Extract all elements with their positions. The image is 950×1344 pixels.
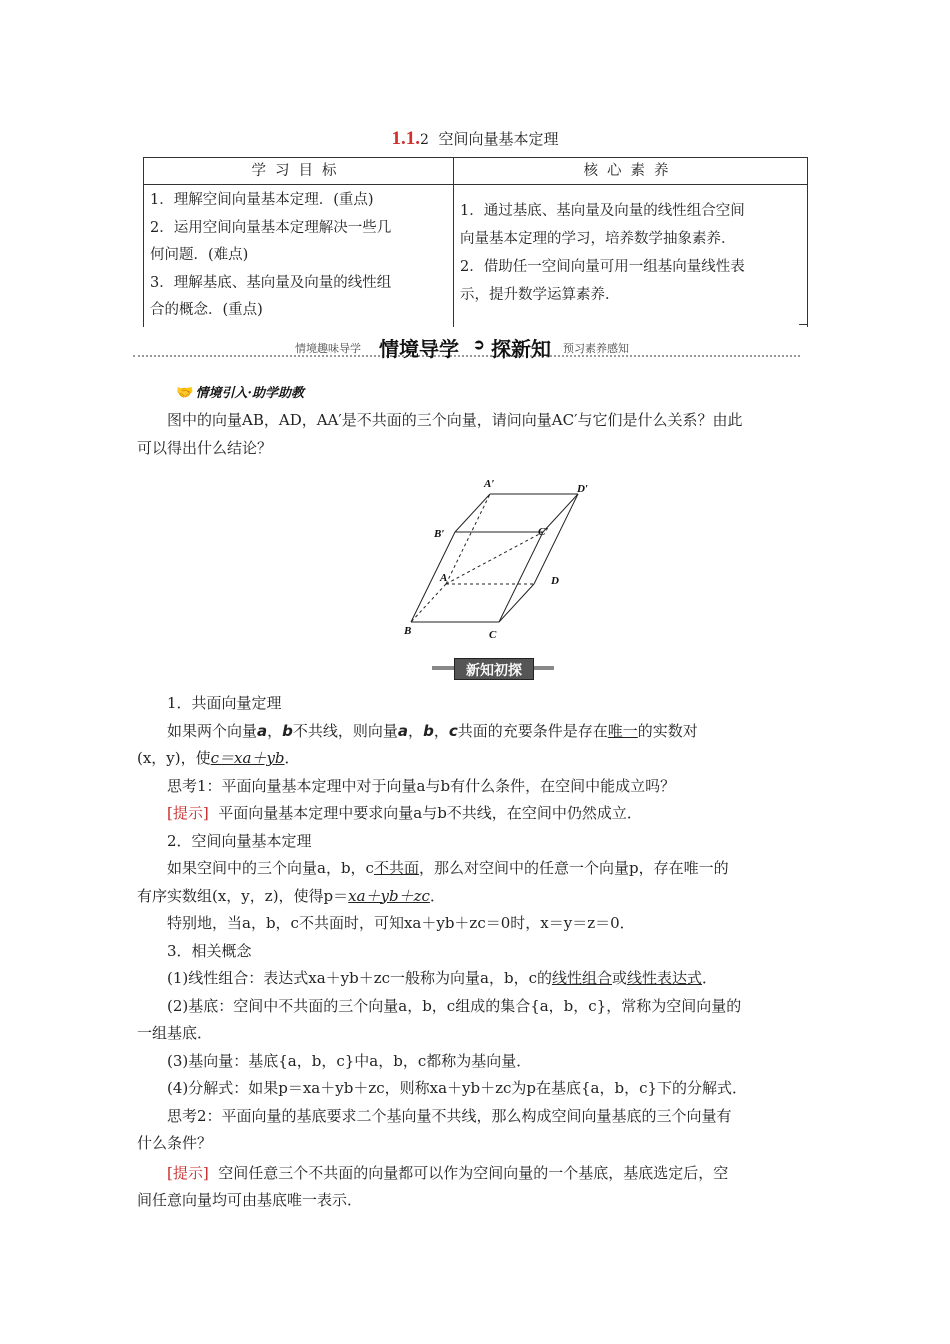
hint-1: [提示] 平面向量基本定理中要求向量a与b不共线，在空间中仍然成立．: [167, 804, 642, 822]
handshake-icon: 🤝: [176, 385, 194, 401]
hint-2-cont: 间任意向量均可由基底唯一表示．: [137, 1191, 363, 1209]
label-a-prime: A′: [484, 478, 495, 490]
coplanar-formula: c＝xa＋yb: [210, 749, 285, 767]
label-d: D: [551, 575, 559, 587]
heading-space-theorem: 2．空间向量基本定理: [167, 831, 312, 850]
section-subnumber: 2: [420, 132, 429, 148]
label-b-prime: B′: [434, 528, 445, 540]
coplanar-theorem-text-2: (x，y)，使c＝xa＋yb．: [137, 749, 300, 767]
coplanar-theorem-text: 如果两个向量a，b不共线，则向量a，b，c共面的充要条件是存在唯一的实数对: [167, 721, 698, 740]
vector-ac1: [446, 532, 543, 584]
space-theorem-text-2: 有序实数组(x，y，z)，使得p＝xa＋yb＋zc．: [137, 886, 445, 905]
literacy-line: 1．通过基底、基向量及向量的线性组合空间: [460, 203, 745, 219]
space-theorem-text: 如果空间中的三个向量a，b，c不共面，那么对空间中的任意一个向量p，存在唯一的: [167, 859, 729, 877]
literacy-line: 向量基本定理的学习，培养数学抽象素养．: [460, 231, 736, 247]
literacy-line: 2．借助任一空间向量可用一组基向量线性表: [460, 259, 745, 275]
banner-title-1: 情境导学: [379, 337, 459, 361]
label-c-prime: C′: [538, 526, 549, 538]
banner-right-caption: 预习素养感知: [563, 342, 629, 355]
edge-c1-c: [499, 532, 543, 622]
edge-c-d: [499, 584, 534, 622]
special-case: 特别地，当a，b，c不共面时，可知xa＋yb＋zc＝0时，x＝y＝z＝0．: [167, 914, 635, 932]
learning-goals-cell: [144, 185, 454, 327]
concept-basis-vector: (3)基向量：基底{a，b，c}中a，b，c都称为基向量．: [167, 1051, 532, 1070]
concept-linear-combination: (1)线性组合：表达式xa＋yb＋zc一般称为向量a，b，c的线性组合或线性表达式．: [167, 969, 718, 987]
page-title: [0, 128, 950, 150]
intro-line-2: 可以得出什么结论？: [137, 438, 273, 457]
hint-label: [提示]: [167, 804, 209, 822]
banner-title-2: 探新知: [491, 337, 551, 361]
space-formula: xa＋yb＋zc: [348, 886, 430, 905]
new-knowledge-banner: [432, 658, 554, 678]
banner-left-caption: 情境趣味导学: [295, 342, 361, 355]
header-learning-goals: 学习目标: [144, 158, 454, 185]
label-b: B: [404, 625, 412, 637]
hint-2: [提示] 空间任意三个不共面的向量都可以作为空间向量的一个基底，基底选定后，空: [167, 1163, 729, 1182]
section-banner: [133, 333, 800, 359]
edge-b1-b: [411, 532, 455, 622]
intro-paragraph: [137, 407, 815, 462]
banner-box: [454, 658, 534, 680]
objectives-table: [143, 157, 808, 327]
heading-coplanar-theorem: 1．共面向量定理: [167, 694, 282, 712]
vector-ab: [411, 584, 446, 622]
concept-decomposition: (4)分解式：如果p＝xa＋yb＋zc，则称xa＋yb＋zc为p在基底{a，b，c}下的分解式．: [167, 1079, 748, 1097]
concept-basis-2: 一组基底．: [137, 1024, 213, 1042]
title-text: 空间向量基本定理: [438, 130, 559, 148]
think-2-cont: 什么条件？: [137, 1134, 213, 1152]
main-body: [137, 690, 815, 1215]
goal-line: 合的概念．(重点): [150, 302, 263, 318]
literacy-line: 示，提升数学运算素养．: [460, 287, 620, 303]
banner-divider: [133, 355, 800, 357]
new-knowledge-title: 新知初探: [466, 663, 522, 679]
think-2: 思考2：平面向量的基底要求二个基向量不共线，那么构成空间向量基底的三个向量有: [167, 1106, 732, 1125]
header-core-literacy: 核心素养: [454, 158, 808, 185]
label-a: A: [440, 572, 448, 584]
core-literacy-cell: [454, 185, 808, 327]
label-c: C: [489, 629, 497, 641]
vector-aa1: [446, 494, 490, 584]
heading-concepts: 3．相关概念: [167, 941, 252, 960]
label-d-prime: D′: [577, 483, 589, 495]
intro-heading: [176, 382, 304, 401]
goal-line: 何问题．(难点): [150, 247, 249, 263]
section-number: 1.1.: [391, 128, 420, 149]
parallelepiped-figure: [396, 472, 596, 647]
goal-line: 3．理解基底、基向量及向量的线性组: [150, 274, 392, 291]
edge-a1-b1: [455, 494, 490, 532]
hint-label-2: [提示]: [167, 1163, 209, 1182]
think-1: 思考1：平面向量基本定理中对于向量a与b有什么条件，在空间中能成立吗？: [167, 776, 676, 795]
intro-line-1: 图中的向量AB，AD，AA′是不共面的三个向量，请问向量AC′与它们是什么关系？由此: [167, 411, 743, 429]
table-bottom-mark: [799, 324, 808, 325]
banner-arrow-icon: ➲: [473, 337, 485, 353]
goal-line: 2．运用空间向量基本定理解决一些几: [150, 219, 392, 236]
intro-heading-text: 情境引入·助学助教: [195, 386, 304, 401]
goal-line: 1．理解空间向量基本定理．(重点): [150, 192, 374, 208]
edge-d1-d: [534, 494, 578, 584]
concept-basis: (2)基底：空间中不共面的三个向量a，b，c组成的集合{a，b，c}，常称为空间向量的: [167, 996, 742, 1015]
